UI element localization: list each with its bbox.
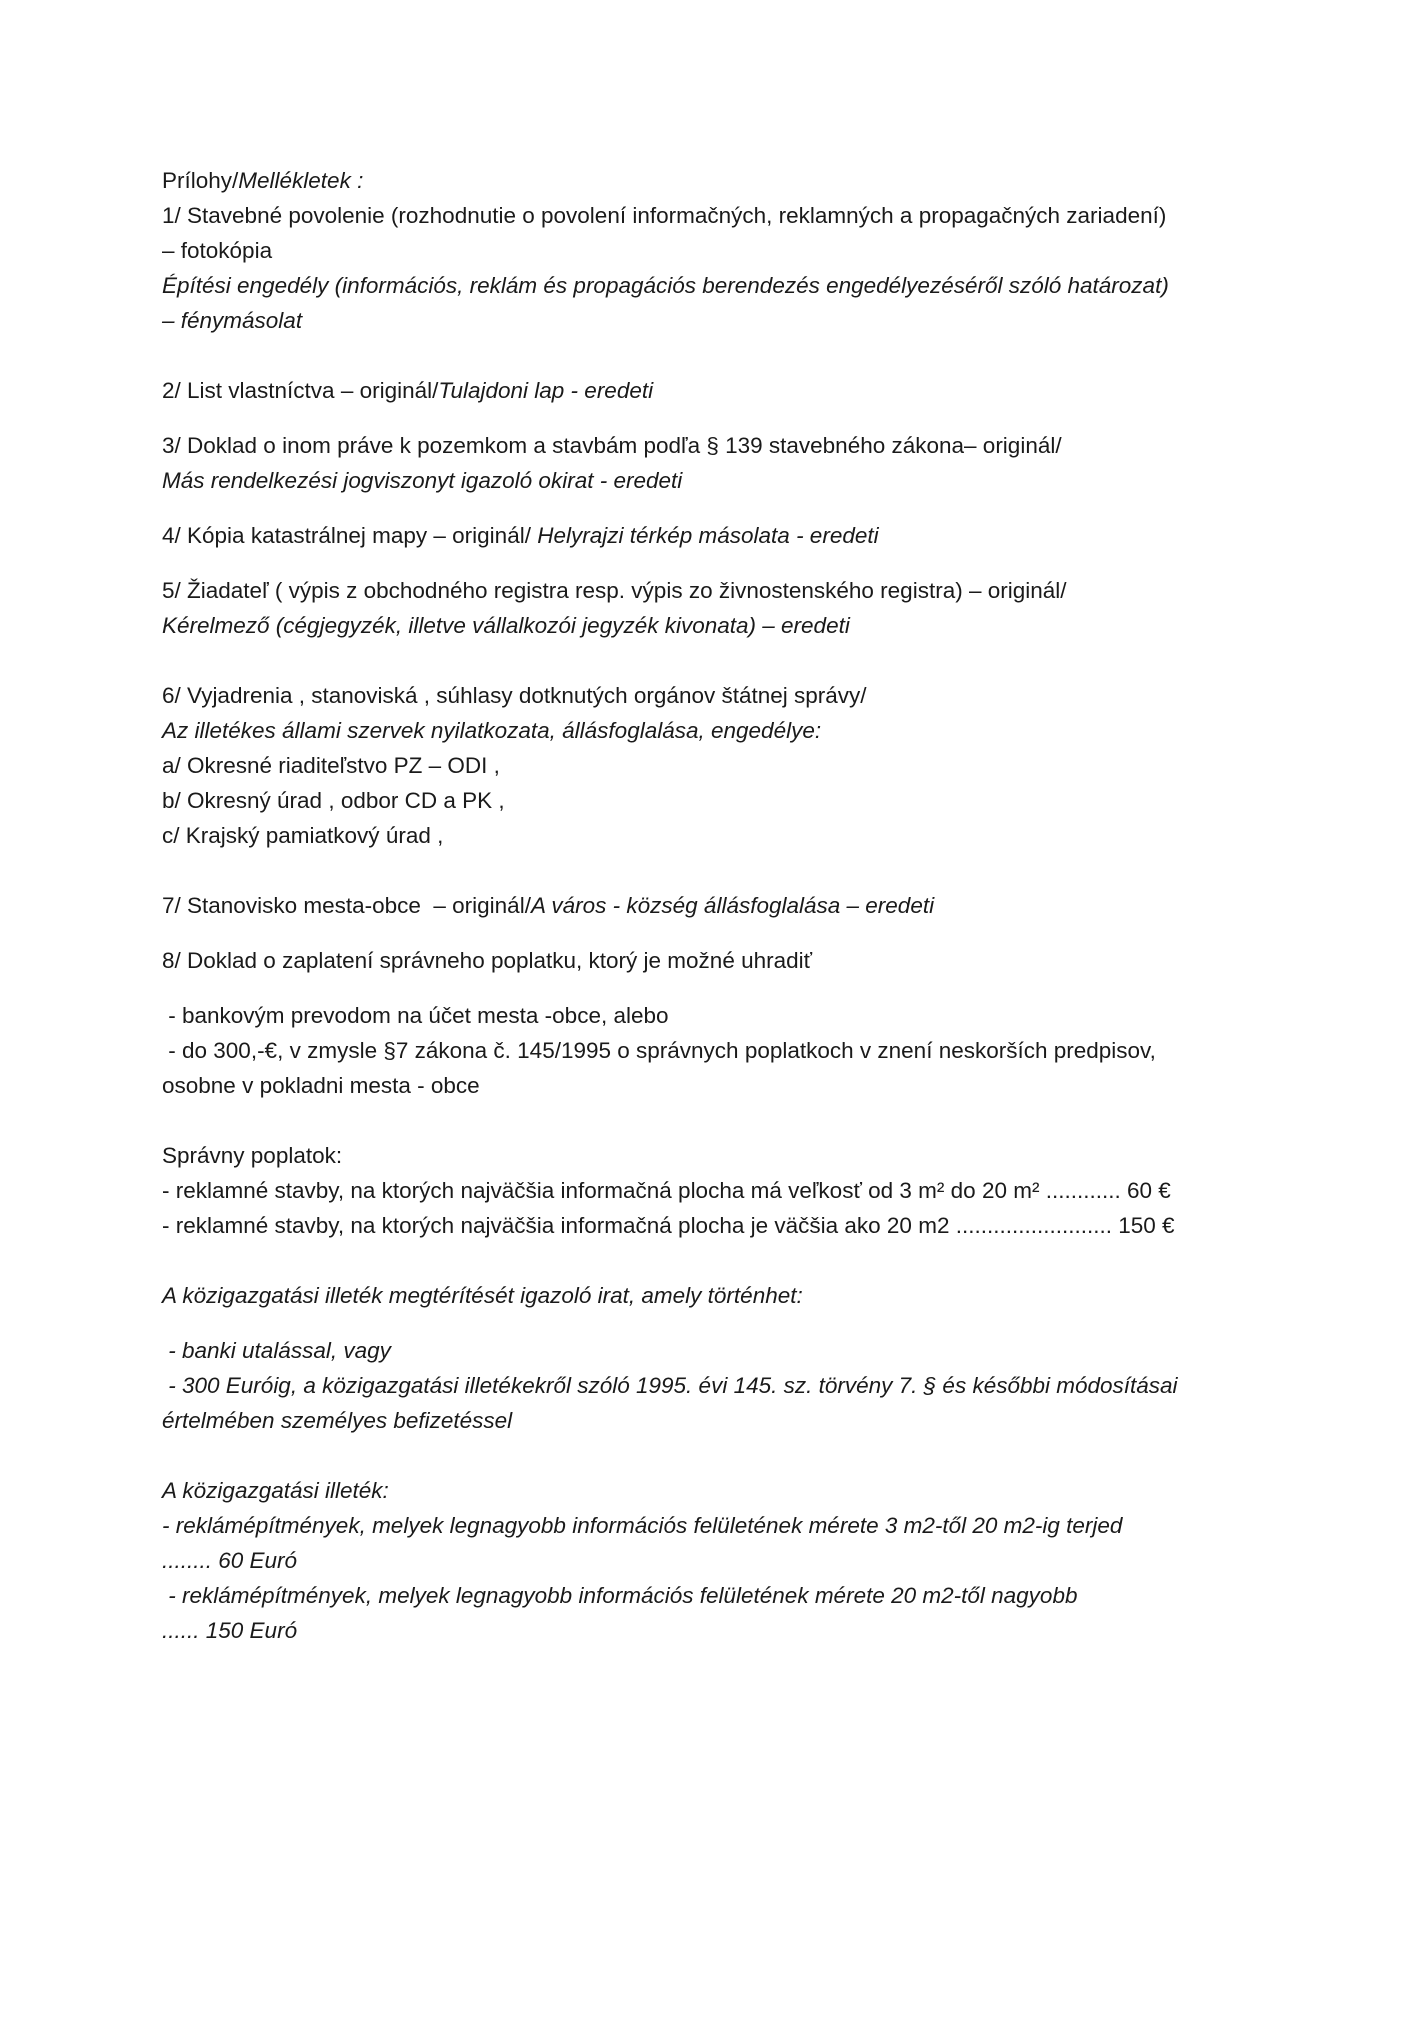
document-page — [162, 163, 1282, 1648]
item-3 — [162, 428, 1282, 498]
fee-hu-line-2: ........ 60 Euró — [162, 1548, 298, 1573]
payment-sk — [162, 998, 1282, 1103]
item-7-hu: A város - község állásfoglalása – eredeti — [530, 893, 935, 918]
item-1-sk-line-2: – fotokópia — [162, 238, 273, 263]
fee-sk-line-2: - reklamné stavby, na ktorých najväčšia informačná plocha je väčšia ako 20 m2 ......................... 150 € — [162, 1213, 1175, 1238]
attachments-header-hu: Mellékletek : — [238, 168, 364, 193]
item-5-sk: 5/ Žiadateľ ( výpis z obchodného registra resp. výpis zo živnostenského registra) – originál/ — [162, 578, 1067, 603]
item-1-hu-line-1: Építési engedély (információs, reklám és propagációs berendezés engedélyezéséről szóló határozat) — [162, 273, 1169, 298]
payment-hu — [162, 1333, 1282, 1438]
fee-sk-title: Správny poplatok: — [162, 1143, 343, 1168]
payment-hu-line-1: - banki utalással, vagy — [162, 1338, 391, 1363]
fee-sk — [162, 1138, 1282, 1243]
item-5-hu: Kérelmező (cégjegyzék, illetve vállalkozói jegyzék kivonata) – eredeti — [162, 613, 850, 638]
item-2 — [162, 373, 1282, 408]
item-4-hu: Helyrajzi térkép másolata - eredeti — [537, 523, 879, 548]
fee-hu-line-1: - reklámépítmények, melyek legnagyobb információs felületének mérete 3 m2-től 20 m2-ig terjed — [162, 1513, 1123, 1538]
item-3-sk: 3/ Doklad o inom práve k pozemkom a stavbám podľa § 139 stavebného zákona– originál/ — [162, 433, 1062, 458]
item-6-sub-c: c/ Krajský pamiatkový úrad , — [162, 823, 444, 848]
payment-sk-line-1: - bankovým prevodom na účet mesta -obce, alebo — [162, 1003, 669, 1028]
item-1-sk-line-1: 1/ Stavebné povolenie (rozhodnutie o povolení informačných, reklamných a propagačných zariadení) — [162, 203, 1167, 228]
item-2-hu: Tulajdoni lap - eredeti — [438, 378, 654, 403]
item-6-sub-a: a/ Okresné riaditeľstvo PZ – ODI , — [162, 753, 500, 778]
item-1 — [162, 198, 1282, 338]
attachments-header — [162, 163, 1282, 198]
item-6-sub-b: b/ Okresný úrad , odbor CD a PK , — [162, 788, 505, 813]
payment-hu-line-3: értelmében személyes befizetéssel — [162, 1408, 513, 1433]
item-2-sk: 2/ List vlastníctva – originál/ — [162, 378, 439, 403]
payment-sk-line-3: osobne v pokladni mesta - obce — [162, 1073, 480, 1098]
payment-hu-title: A közigazgatási illeték megtérítését igazoló irat, amely történhet: — [162, 1283, 803, 1308]
fee-hu-line-3: - reklámépítmények, melyek legnagyobb információs felületének mérete 20 m2-től nagyobb — [162, 1583, 1078, 1608]
item-3-hu: Más rendelkezési jogviszonyt igazoló okirat - eredeti — [162, 468, 683, 493]
item-6 — [162, 678, 1282, 853]
item-4 — [162, 518, 1282, 553]
item-7 — [162, 888, 1282, 923]
item-6-sk: 6/ Vyjadrenia , stanoviská , súhlasy dotknutých orgánov štátnej správy/ — [162, 683, 867, 708]
fee-sk-line-1: - reklamné stavby, na ktorých najväčšia informačná plocha má veľkosť od 3 m² do 20 m² ............ 60 € — [162, 1178, 1171, 1203]
item-7-sk: 7/ Stanovisko mesta-obce – originál/ — [162, 893, 531, 918]
item-4-sk: 4/ Kópia katastrálnej mapy – originál/ — [162, 523, 538, 548]
fee-hu — [162, 1473, 1282, 1648]
fee-hu-line-4: ...... 150 Euró — [162, 1618, 298, 1643]
item-5 — [162, 573, 1282, 643]
payment-hu-line-2: - 300 Euróig, a közigazgatási illetékekről szóló 1995. évi 145. sz. törvény 7. § és későbbi módosításai — [162, 1373, 1178, 1398]
payment-sk-line-2: - do 300,-€, v zmysle §7 zákona č. 145/1995 o správnych poplatkoch v znení neskorších predpisov, — [162, 1038, 1156, 1063]
item-6-hu: Az illetékes állami szervek nyilatkozata, állásfoglalása, engedélye: — [162, 718, 822, 743]
item-1-hu-line-2: – fénymásolat — [162, 308, 303, 333]
item-8: 8/ Doklad o zaplatení správneho poplatku, ktorý je možné uhradiť — [162, 948, 813, 973]
attachments-header-sk: Prílohy/ — [162, 168, 239, 193]
fee-hu-title: A közigazgatási illeték: — [162, 1478, 389, 1503]
